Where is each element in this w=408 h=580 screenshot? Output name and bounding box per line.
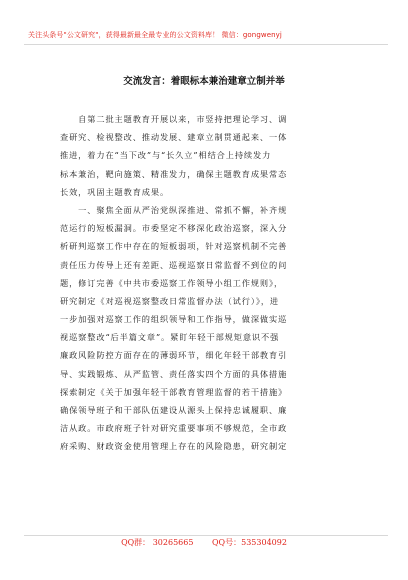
- body-text-line: 析研判巡察工作中存在的短板弱项，针对巡察机制不完善: [60, 241, 288, 252]
- body-text-line: 一步加强对巡察工作的组织领导和工作指导，做深做实巡: [60, 314, 288, 325]
- footer-qq-group: QQ群： 30265665: [121, 538, 194, 547]
- body-text-line: 研究制定《对巡视巡察整改日常监督办法（试行）》，进: [60, 295, 279, 306]
- body-text-line: 洁从政。市政府班子针对研究重要事项不够规范，全市政: [60, 423, 288, 434]
- body-text-line: 自第二批主题教育开展以来，市竖持把理论学习、调: [60, 114, 288, 124]
- body-text-line: 确保领导班子和干部队伍建设从源头上保持忠诚履职、廉: [60, 405, 288, 415]
- body-text-line: 题，修订完善《中共市委巡察工作领导小组工作规则》，: [60, 277, 284, 288]
- header-banner: 关注头条号"公文研究"，获得最新最全最专业的公文资料库！ 微信：gongwenyj: [28, 31, 282, 39]
- body-text-line: 廉政风险防控方面存在的薄弱环节，细化年轻干部教育引: [60, 350, 288, 361]
- document-title: 交流发言：着眼标本兼治建章立制并举: [123, 76, 285, 87]
- header-divider: [24, 44, 388, 45]
- body-text-line: 范运行的短板漏洞。市委坚定不移深化政治巡察，深入分: [60, 223, 288, 234]
- body-text-line: 标本兼治，靶向施策、精准发力，确保主题教育成果常态: [60, 168, 288, 179]
- body-text-line: 责任压力传导上还有差距、巡视巡察日常监督不到位的问: [60, 259, 288, 270]
- body-text-line: 府采购、财政资金使用管理上存在的风险隐患，研究制定: [60, 441, 288, 452]
- body-text-line: 一、聚焦全面从严治党纵深推进、常抓不懈，补齐规: [60, 204, 288, 215]
- footer-divider: [24, 535, 388, 536]
- body-text-line: 视巡察整改“后半篇文章”。紧盯年轻干部规矩意识不强: [60, 332, 280, 343]
- document-body: [60, 110, 358, 456]
- body-text-line: 查研究、检视整改、推动发展、建章立制贯通起来、一体: [60, 132, 288, 143]
- body-text-line: 长效，巩固主题教育成果。: [60, 186, 170, 197]
- body-text-line: 推进，着力在“当下改”与“长久立”相结合上持续发力: [60, 150, 272, 161]
- footer-qq-number: QQ号：535304092: [212, 538, 287, 547]
- footer: [0, 537, 408, 548]
- body-text-line: 探索制定《关于加强年轻干部教育管理监督的若干措施》: [60, 386, 288, 397]
- body-text-line: 导、实践锻炼、从严监管、责任落实四个方面的具体措施: [60, 368, 288, 379]
